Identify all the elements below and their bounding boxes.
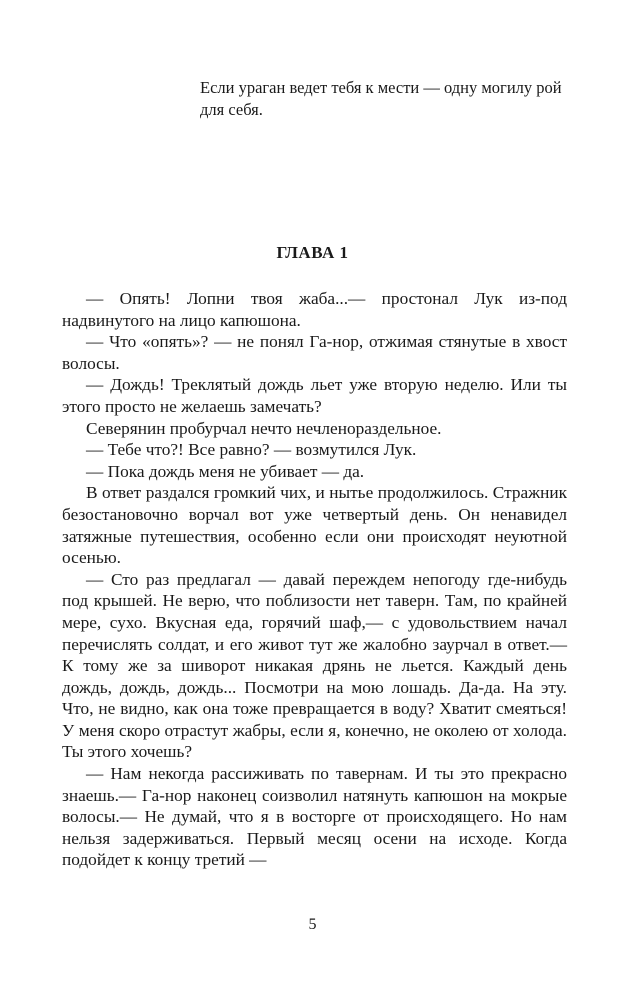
paragraph: — Дождь! Треклятый дождь льет уже вторую неделю. Или ты этого просто не желаешь замечать? <box>62 375 567 416</box>
paragraph: — Что «опять»? — не понял Га-нор, отжимая стянутые в хвост волосы. <box>62 332 567 373</box>
paragraph: — Пока дождь меня не убивает — да. <box>86 461 365 481</box>
epigraph <box>200 77 570 121</box>
chapter-title: ГЛАВА 1 <box>276 243 349 262</box>
paragraph: В ответ раздался громкий чих, и нытье продолжилось. Стражник безостановочно ворчал вот уже четвертый день. Он ненавидел затяжные путешествия, особенно если они происходят неуютной осенью. <box>62 483 567 568</box>
paragraph: — Тебе что?! Все равно? — возмутился Лук. <box>86 440 417 460</box>
page-number: 5 <box>308 916 317 933</box>
paragraph: — Нам некогда рассиживать по тавернам. И ты это прекрасно знаешь.— Га-нор наконец соизволил натянуть капюшон на мокрые волосы.— Не думай, что я в восторге от происходящего. Но нам нельзя задерживаться. Первый месяц осени на исходе. Когда подойдет к концу третий — <box>62 764 567 870</box>
paragraph: — Опять! Лопни твоя жаба...— простонал Лук из-под надвинутого на лицо капюшона. <box>62 289 567 330</box>
paragraph: — Сто раз предлагал — давай переждем непогоду где-нибудь под крышей. Не верю, что поблизости нет таверн. Там, по крайней мере, сухо. Вкусная еда, горячий шаф,— с удовольствием начал перечислять солдат, и его живот тут же жалобно заурчал в ответ.— К тому же за шиворот никакая дрянь не льется. Каждый день дождь, дождь, дождь... Посмотри на мою лошадь. Да-да. На эту. Что, не видно, как она тоже превращается в воду? Хватит смеяться! У меня скоро отрастут жабры, если я, конечно, не околею от холода. Ты этого хочешь? <box>62 569 567 762</box>
body-text <box>62 288 567 871</box>
epigraph-text: Если ураган ведет тебя к мести — одну могилу рой для себя. <box>200 78 562 119</box>
paragraph: Северянин пробурчал нечто нечленораздельное. <box>86 418 442 438</box>
